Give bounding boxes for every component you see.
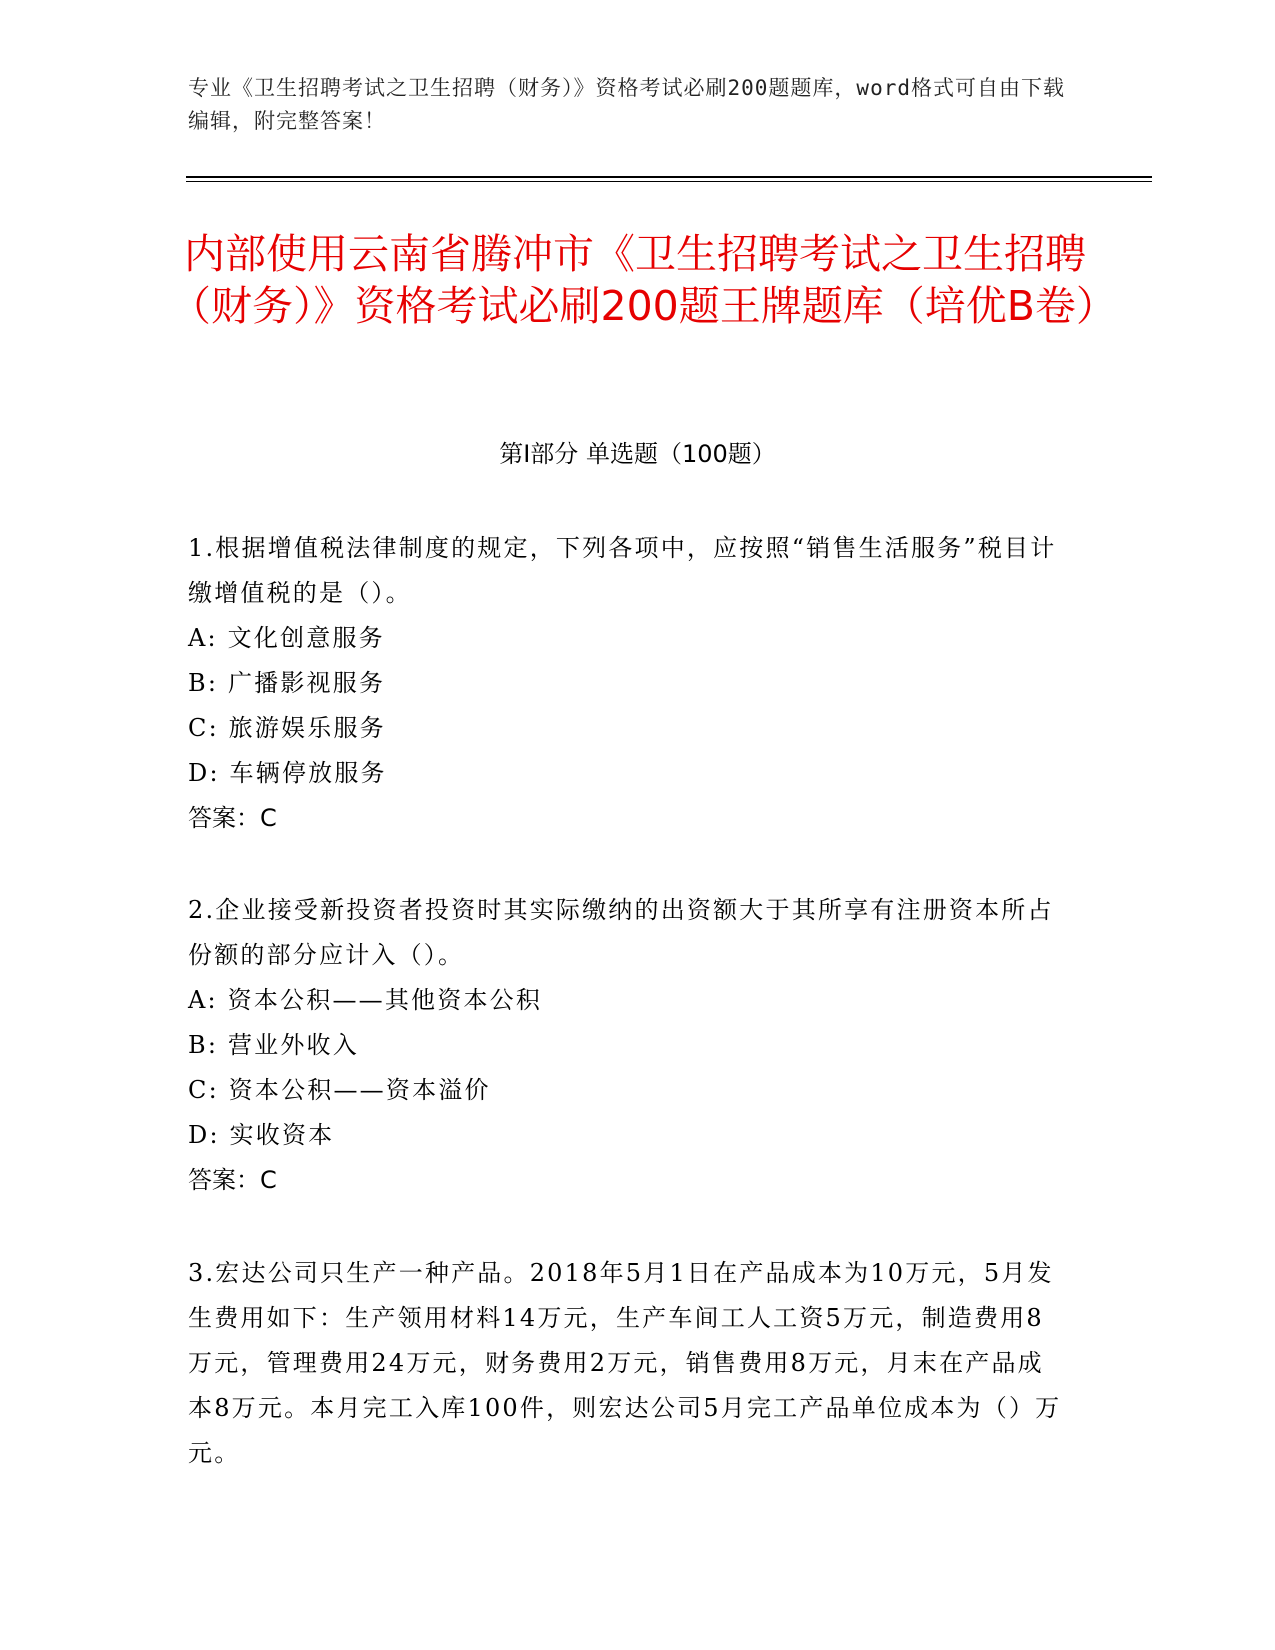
question-block xyxy=(188,1251,1068,1476)
question-stem: 3.宏达公司只生产一种产品。2018年5月1日在产品成本为10万元，5月发生费用如下：生产领用材料14万元，生产车间工人工资5万元，制造费用8万元，管理费用24万元，财务费用2万元，销售费用8万元，月末在产品成本8万元。本月完工入库100件，则宏达公司5月完工产品单位成本为（）万元。 xyxy=(188,1259,1062,1467)
question-stem: 2.企业接受新投资者投资时其实际缴纳的出资额大于其所享有注册资本所占份额的部分应计入（）。 xyxy=(188,896,1054,969)
header-divider-thin xyxy=(186,181,1152,182)
option-a: A: 文化创意服务 xyxy=(188,624,385,652)
header-divider-thick xyxy=(186,176,1152,178)
answer-line: 答案：C xyxy=(188,804,277,832)
option-b: B: 营业外收入 xyxy=(188,1031,359,1059)
header-note: 专业《卫生招聘考试之卫生招聘（财务）》资格考试必刷200题题库，word格式可自由下载编辑，附完整答案！ xyxy=(188,76,1065,133)
question-block xyxy=(188,888,1068,1203)
option-d: D: 车辆停放服务 xyxy=(188,759,387,787)
question-stem: 1.根据增值税法律制度的规定，下列各项中，应按照“销售生活服务”税目计缴增值税的是（）。 xyxy=(188,534,1057,607)
option-c: C: 资本公积——资本溢价 xyxy=(188,1076,491,1104)
option-c: C: 旅游娱乐服务 xyxy=(188,714,386,742)
question-block xyxy=(188,526,1068,841)
answer-line: 答案：C xyxy=(188,1166,277,1194)
option-d: D: 实收资本 xyxy=(188,1121,335,1149)
option-b: B: 广播影视服务 xyxy=(188,669,386,697)
document-title: 内部使用云南省腾冲市《卫生招聘考试之卫生招聘（财务）》资格考试必刷200题王牌题库（培优B卷） xyxy=(170,230,1117,330)
option-a: A: 资本公积——其他资本公积 xyxy=(188,986,543,1014)
section-heading: 第Ⅰ部分 单选题（100题） xyxy=(499,440,776,468)
